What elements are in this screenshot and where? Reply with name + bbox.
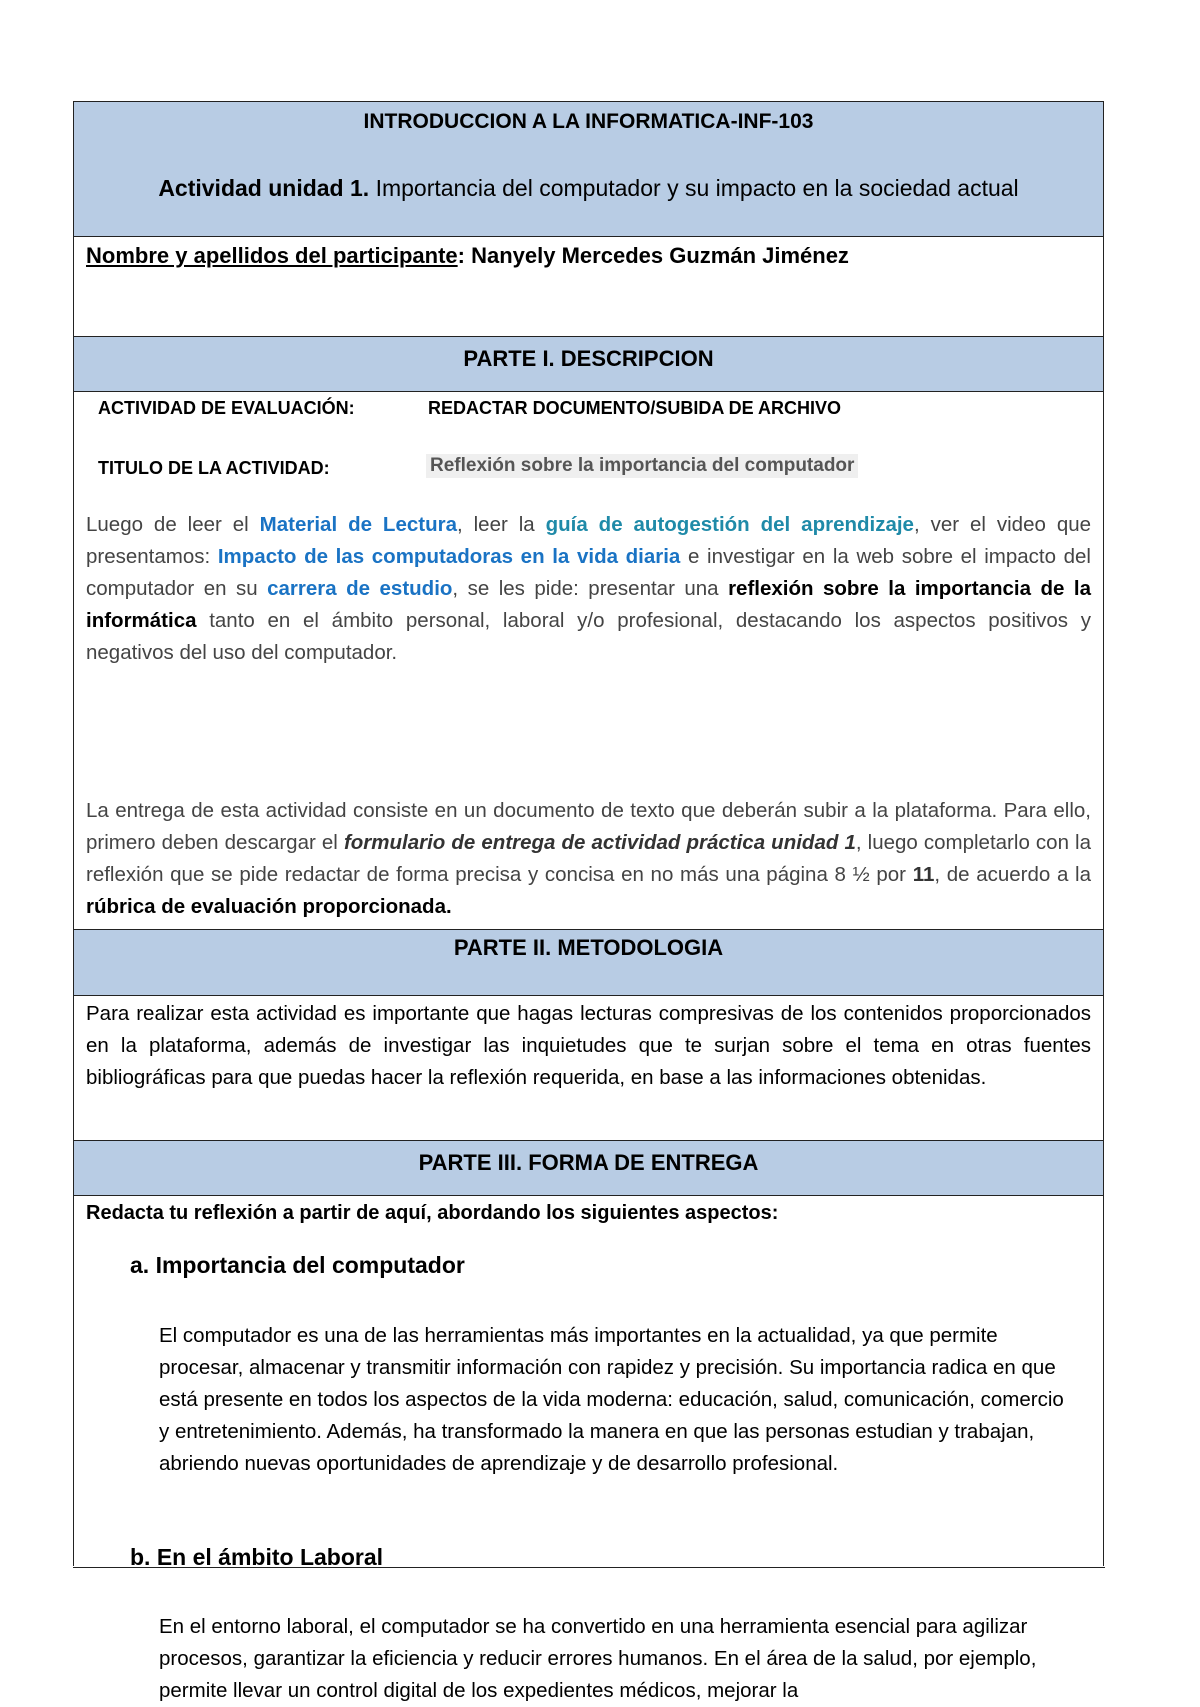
part1-header [74,336,1103,391]
participant-colon: : [457,243,465,268]
titulo-label: TITULO DE LA ACTIVIDAD: [98,458,330,478]
activity-title: Importancia del computador y su impacto en la sociedad actual [375,175,1019,201]
course-header [74,102,1103,236]
p2-text-2: , luego completarlo con la reflexión que se pide redactar de forma precisa y concisa en no más una página 8 ½ por [86,831,1092,886]
eval-value: REDACTAR DOCUMENTO/SUBIDA DE ARCHIVO [428,398,842,418]
part1-paragraph-2 [86,795,1091,923]
section-b-text: En el entorno laboral, el computador se ha convertido en una herramienta esencial para agilizar procesos, garantizar la eficiencia y reducir errores humanos. En el área de la salud, por ejemplo, permite llevar un control digital de los expedientes médicos, mejorar la [159,1615,1037,1702]
activity-heading [74,175,1103,202]
p1-text-6: tanto en el ámbito personal, laboral y/o profesional, destacando los aspectos positivos y negativos del uso del computador. [86,609,1091,664]
participant-row [74,236,1103,336]
formulario-bold: formulario de entrega de actividad práctica unidad 1 [343,831,856,854]
titulo-value: Reflexión sobre la importancia del computador [426,454,858,478]
participant-line [86,243,849,269]
p1-text-5: , se les pide: presentar una [452,577,729,600]
document-table [73,101,1104,1702]
section-a-text: El computador es una de las herramientas más importantes en la actualidad, ya que permite procesar, almacenar y transmitir información con rapidez y precisión. Su importancia radica en que está presente en todos los aspectos de la vida moderna: educación, salud, comunicación, comercio y entretenimiento. Además, ha transformado la manera en que las personas estudian y trabajan, abriendo nuevas oportunidades de aprendizaje y de desarrollo profesional. [159,1324,1064,1475]
video-impacto-link[interactable]: Impacto de las computadoras en la vida diaria [217,545,681,568]
part2-paragraph: Para realizar esta actividad es importante que hagas lecturas compresivas de los contenidos proporcionados en la plataforma, además de investigar las inquietudes que te surjan sobre el tema en otras fuentes bibliográficas para que puedas hacer la reflexión requerida, en base a las informaciones obtenidas. [86,1002,1091,1089]
part3-title: PARTE III. FORMA DE ENTREGA [418,1150,759,1175]
p1-text-1: Luego de leer el [86,513,260,536]
p1-text-3: , ver el video que presentamos: [86,513,1092,568]
section-b-title: b. En el ámbito Laboral [130,1544,384,1570]
part2-header [74,929,1103,995]
participant-label: Nombre y apellidos del participante [86,243,458,268]
part1-body [74,391,1103,929]
material-lectura-link[interactable]: Material de Lectura [259,513,457,536]
rubrica-bold: rúbrica de evaluación proporcionada. [86,895,452,918]
carrera-estudio-link[interactable]: carrera de estudio [267,577,453,600]
part3-intro: Redacta tu reflexión a partir de aquí, abordando los siguientes aspectos: [86,1202,779,1224]
guia-autogestion-link[interactable]: guía de autogestión del aprendizaje [545,513,914,536]
p2-text-3: , de acuerdo a la [934,863,1091,886]
section-a-title: a. Importancia del computador [130,1252,465,1278]
part1-title: PARTE I. DESCRIPCION [463,346,714,371]
p2-text-1: La entrega de esta actividad consiste en un documento de texto que deberán subir a la plataforma. Para ello, primero deben descargar el [86,799,1091,854]
part3-header [74,1140,1103,1195]
part2-title: PARTE II. METODOLOGIA [453,935,724,960]
p1-text-4: e investigar en la web sobre el impacto del computador en su [86,545,1091,600]
p2-bold-11: 11 [912,863,935,886]
p1-bold: reflexión sobre la importancia de la informática [86,577,1091,632]
eval-label: ACTIVIDAD DE EVALUACIÓN: [98,398,355,418]
part1-paragraph-1 [86,509,1091,669]
course-title: INTRODUCCION A LA INFORMATICA-INF-103 [363,110,814,133]
p1-text-2: , leer la [456,513,546,536]
participant-name: Nanyely Mercedes Guzmán Jiménez [471,243,849,268]
part3-body [74,1195,1103,1702]
activity-label: Actividad unidad 1. [158,175,370,201]
page-bottom-border [73,1567,1105,1568]
part2-body [74,995,1103,1140]
